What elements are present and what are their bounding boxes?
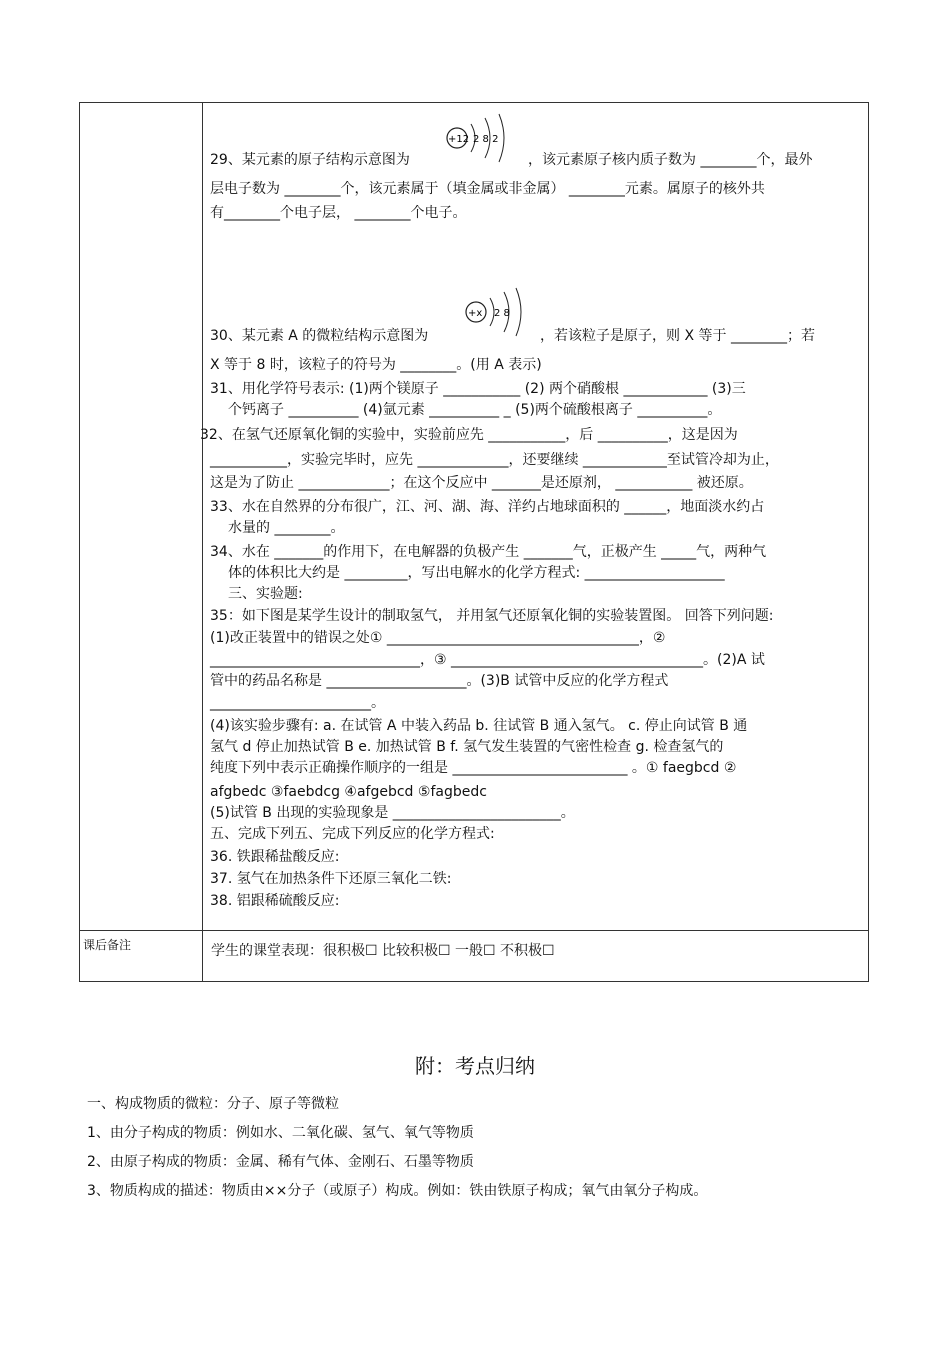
question-line: (4)该实验步骤有: a. 在试管 A 中装入药品 b. 往试管 B 通入氢气。 c. 停止向试管 B 通 xyxy=(210,718,748,734)
nucleus-label-1: +12 xyxy=(448,134,470,145)
question-line: 氢气 d 停止加热试管 B e. 加热试管 B f. 氢气发生装置的气密性检查 g. 检查氢气的 xyxy=(210,739,724,755)
question-line: X 等于 8 时，该粒子的符号为 ________。(用 A 表示) xyxy=(210,357,542,373)
question-line: 34、水在 _______的作用下，在电解器的负极产生 _______气，正极产生 _____气，两种气 xyxy=(210,544,767,560)
atom-structure-diagram-2 xyxy=(460,284,526,340)
question-line: 30、某元素 A 的微粒结构示意图为 xyxy=(210,328,429,344)
summary-line: 1、由分子构成的物质：例如水、二氧化碳、氢气、氧气等物质 xyxy=(87,1125,474,1141)
question-line: ，该元素原子核内质子数为 ________个，最外 xyxy=(528,152,813,168)
summary-line: 3、物质构成的描述：物质由××分子（或原子）构成。例如：铁由铁原子构成；氧气由氧分子构成。 xyxy=(87,1183,708,1199)
summary-line: 2、由原子构成的物质：金属、稀有气体、金刚石、石墨等物质 xyxy=(87,1154,474,1170)
question-line: (5)试管 B 出现的实验现象是 ________________________。 xyxy=(210,805,575,821)
question-line: ，若该粒子是原子，则 X 等于 ________；若 xyxy=(540,328,815,344)
atom-structure-diagram-1 xyxy=(441,110,511,166)
question-line: 三、实验题: xyxy=(228,586,303,602)
question-line: 31、用化学符号表示: (1)两个镁原子 ___________ (2) 两个硝酸根 ____________ (3)三 xyxy=(210,381,746,397)
question-line: 36. 铁跟稀盐酸反应: xyxy=(210,849,340,865)
question-line: 有________个电子层， ________个电子。 xyxy=(210,205,467,221)
question-line: ______________________________，③ ____________________________________。(2)A 试 xyxy=(210,652,765,668)
question-line: 37. 氢气在加热条件下还原三氧化二铁: xyxy=(210,871,452,887)
shell-labels-2: 2 8 xyxy=(494,308,510,319)
question-line: 纯度下列中表示正确操作顺序的一组是 _________________________ 。① faegbcd ② xyxy=(210,760,737,776)
question-line: 管中的药品名称是 ____________________。(3)B 试管中反应的化学方程式 xyxy=(210,673,669,689)
nucleus-label-2: +x xyxy=(468,308,483,319)
question-line: 29、某元素的原子结构示意图为 xyxy=(210,152,410,168)
question-line: 体的体积比大约是 _________，写出电解水的化学方程式: ____________________ xyxy=(228,565,725,581)
question-line: 33、水在自然界的分布很广，江、河、湖、海、洋约占地球面积的 ______，地面淡水约占 xyxy=(210,499,765,515)
question-line: 五、完成下列五、完成下列反应的化学方程式: xyxy=(210,826,495,842)
question-line: 个钙离子 __________ (4)氩元素 __________ _ (5)两个硫酸根离子 __________。 xyxy=(228,402,722,418)
lesson-table xyxy=(79,102,869,982)
question-line: afgbedc ③faebdcg ④afgebcd ⑤fagbedc xyxy=(210,784,487,800)
summary-line: 一、构成物质的微粒：分子、原子等微粒 xyxy=(87,1096,339,1112)
question-line: 水量的 ________。 xyxy=(228,520,345,536)
row-divider xyxy=(80,930,868,931)
question-line: 32、在氢气还原氧化铜的实验中，实验前应先 ___________，后 __________，这是因为 xyxy=(200,427,738,443)
student-performance-remark: 学生的课堂表现：很积极☐ 比较积极☐ 一般☐ 不积极☐ xyxy=(211,943,555,959)
appendix-title: 附：考点归纳 xyxy=(415,1054,535,1078)
question-line: 层电子数为 ________个，该元素属于（填金属或非金属） ________元素。属原子的核外共 xyxy=(210,181,765,197)
question-line: 38. 铝跟稀硫酸反应: xyxy=(210,893,340,909)
question-line: 35：如下图是某学生设计的制取氢气， 并用氢气还原氧化铜的实验装置图。 回答下列问题: xyxy=(210,608,774,624)
question-line: (1)改正装置中的错误之处① ____________________________________，② xyxy=(210,630,666,646)
shell-labels-1: 2 8 2 xyxy=(473,134,499,145)
question-line: ___________，实验完毕时，应先 _____________，还要继续 ____________至试管冷却为止， xyxy=(210,452,779,468)
after-class-note-label: 课后备注 xyxy=(83,938,132,952)
column-divider xyxy=(202,103,203,981)
question-line: _______________________。 xyxy=(210,695,385,711)
question-line: 这是为了防止 _____________；在这个反应中 _______是还原剂， ___________ 被还原。 xyxy=(210,475,753,491)
